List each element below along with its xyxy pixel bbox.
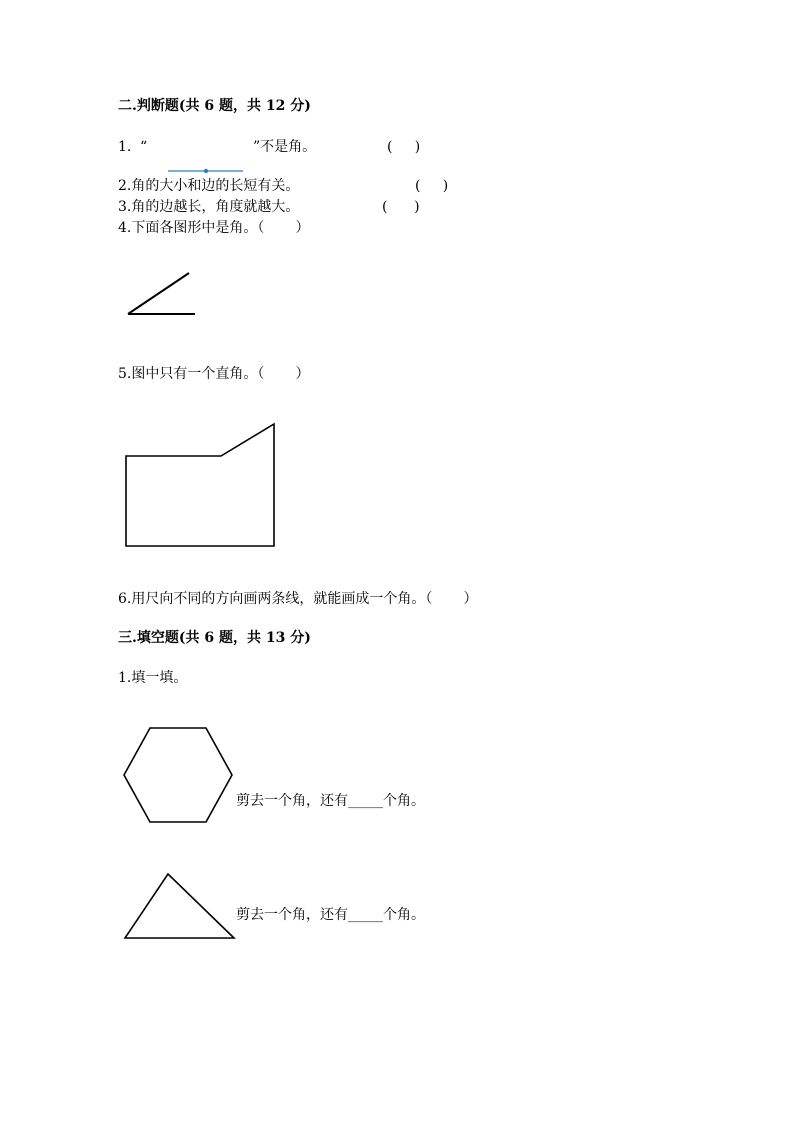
hexagon-shape [124,728,232,822]
q2-answer-paren: ( ) [415,178,449,194]
q1-open-quote: “ [140,139,148,155]
pentagon-figure [120,420,280,550]
fill-q1-text: 1.填一填。 [118,670,188,686]
q3-text: 3.角的边越长，角度就越大。 [118,199,300,215]
q2-text: 2.角的大小和边的长短有关。 [118,178,300,194]
hexagon-question: 剪去一个角，还有_____个角。 [236,793,425,809]
section-3-title: 三.填空题(共 6 题，共 13 分) [118,630,311,646]
q4-text: 4.下面各图形中是角。（ ） [118,220,310,236]
section-2-title: 二.判断题(共 6 题，共 12 分) [118,98,311,114]
pentagon-shape [126,424,274,546]
hexagon-figure [120,724,240,828]
q1-number: 1. [118,139,132,155]
q1-text: ”不是角。 [253,139,317,155]
q5-text: 5.图中只有一个直角。（ ） [118,366,310,382]
triangle-question: 剪去一个角，还有_____个角。 [236,907,425,923]
angle-figure [124,270,204,320]
triangle-figure [120,870,240,942]
q6-text: 6.用尺向不同的方向画两条线，就能画成一个角。（ ） [118,591,478,607]
triangle-shape [125,874,234,938]
q3-answer-paren: ( ) [382,199,420,215]
q1-answer-paren: ( ) [387,139,421,155]
angle-ray [128,273,189,314]
segment-midpoint-dot [204,169,208,173]
line-segment-figure [166,166,246,176]
